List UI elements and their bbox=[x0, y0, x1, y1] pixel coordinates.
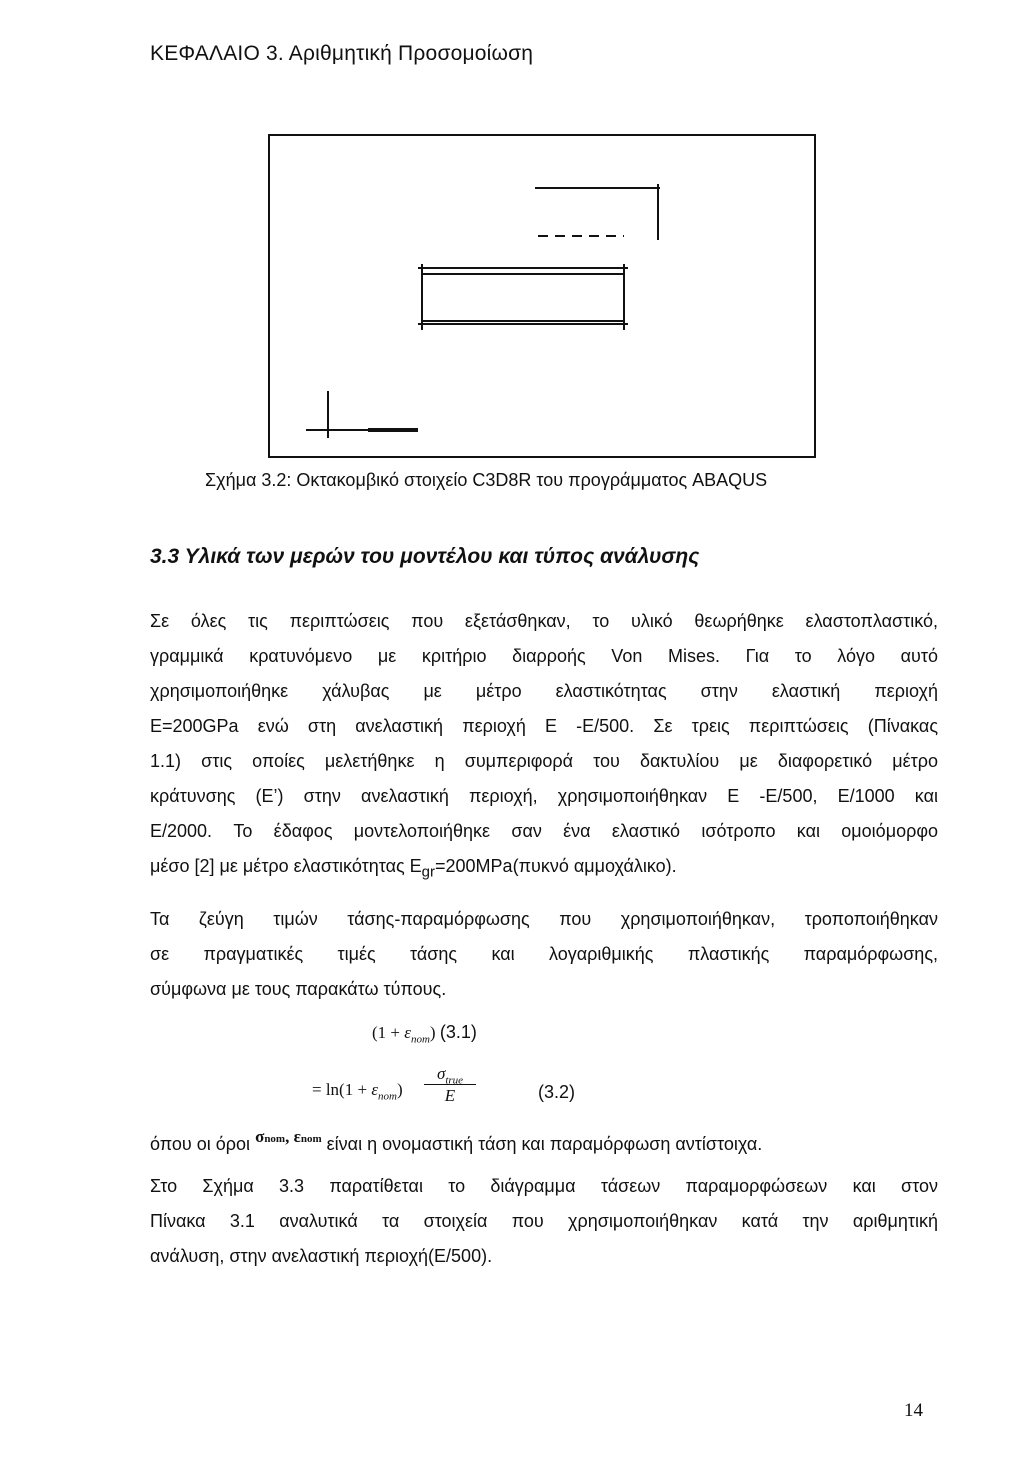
fraction-numerator bbox=[424, 1064, 476, 1085]
text-line: 1.1) στις οποίες μελετήθηκε η συμπεριφορά του δακτυλίου με διαφορετικό μέτρο bbox=[150, 751, 938, 771]
paragraph-materials bbox=[150, 604, 938, 884]
equation-number: (3.1) bbox=[439, 1022, 477, 1042]
text-line: Τα ζεύγη τιμών τάσης-παραμόρφωσης που χρησιμοποιήθηκαν, τροποποιήθηκαν bbox=[150, 909, 938, 929]
eq-text: ) bbox=[429, 1023, 436, 1042]
text-line: σε πραγματικές τιμές τάσης και λογαριθμικής πλαστικής παραμόρφωσης, bbox=[150, 944, 938, 964]
text-line: ανάλυση, στην ανελαστική περιοχή(E/500). bbox=[150, 1246, 493, 1266]
text-line: σύμφωνα με τους παρακάτω τύπους. bbox=[150, 979, 447, 999]
text-line bbox=[150, 849, 938, 884]
text-line: Σε όλες τις περιπτώσεις που εξετάσθηκαν, το υλικό θεωρήθηκε ελαστοπλαστικό, bbox=[150, 611, 938, 631]
text-fragment: μέσο [2] με μέτρο ελαστικότητας E bbox=[150, 856, 422, 876]
element-sketch bbox=[270, 136, 818, 460]
comma: , bbox=[285, 1127, 290, 1146]
eq-text: = ln(1 + bbox=[312, 1080, 372, 1099]
equation-3-1 bbox=[372, 1022, 477, 1046]
eq-fraction bbox=[424, 1064, 476, 1107]
text-line: Πίνακα 3.1 αναλυτικά τα στοιχεία που χρησιμοποιήθηκαν κατά την αριθμητική bbox=[150, 1211, 938, 1231]
eq-text: ) bbox=[396, 1080, 403, 1099]
symbol-sigma-nom bbox=[255, 1127, 322, 1146]
eq-epsilon: ε bbox=[371, 1080, 379, 1099]
sigma-glyph: σ bbox=[255, 1127, 265, 1146]
equation-3-2 bbox=[312, 1080, 403, 1103]
eq-denominator: E bbox=[444, 1086, 456, 1105]
subscript: nom bbox=[300, 1133, 322, 1145]
eq-text: (1 + bbox=[372, 1023, 405, 1042]
equation-number: (3.2) bbox=[538, 1082, 576, 1102]
text-fragment: είναι η ονομαστική τάση και παραμόρφωση αντίστοιχα. bbox=[326, 1134, 763, 1154]
eq-epsilon: ε bbox=[404, 1023, 411, 1042]
figure-3-2 bbox=[268, 134, 816, 458]
figure-caption: Σχήμα 3.2: Οκτακομβικό στοιχείο C3D8R του προγράμματος ABAQUS bbox=[205, 470, 768, 490]
text-line: E=200GPa ενώ στη ανελαστική περιοχή E -E/500. Σε τρεις περιπτώσεις (Πίνακας bbox=[150, 716, 938, 736]
epsilon-glyph: ε bbox=[293, 1127, 301, 1146]
text-line: E/2000. Το έδαφος μοντελοποιήθηκε σαν ένα ελαστικό ισότροπο και ομοιόμορφο bbox=[150, 821, 938, 841]
paragraph-stress-strain bbox=[150, 902, 938, 1007]
running-header: ΚΕΦΑΛΑΙΟ 3. Αριθμητική Προσομοίωση bbox=[150, 42, 534, 65]
text-fragment: =200MPa(πυκνό αμμοχάλικο). bbox=[435, 856, 677, 876]
text-line: χρησιμοποιήθηκε χάλυβας με μέτρο ελαστικότητας στην ελαστική περιοχή bbox=[150, 681, 938, 701]
eq-subscript: true bbox=[445, 1074, 464, 1087]
text-fragment: όπου οι όροι bbox=[150, 1134, 251, 1154]
subscript: gr bbox=[421, 863, 436, 881]
text-line: Στο Σχήμα 3.3 παρατίθεται το διάγραμμα τάσεων παραμορφώσεων και στον bbox=[150, 1176, 938, 1196]
subscript: nom bbox=[264, 1133, 286, 1145]
eq-subscript: nom bbox=[378, 1090, 397, 1103]
section-title: 3.3 Υλικά των μερών του μοντέλου και τύπος ανάλυσης bbox=[150, 545, 700, 568]
fraction-denominator bbox=[424, 1085, 476, 1107]
eq-subscript: nom bbox=[410, 1033, 430, 1046]
eq-sigma: σ bbox=[436, 1064, 446, 1083]
paragraph-terms bbox=[150, 1127, 763, 1155]
page-number: 14 bbox=[904, 1400, 923, 1421]
element-rectangle bbox=[422, 274, 624, 321]
paragraph-references bbox=[150, 1169, 938, 1274]
text-line: κράτυνσης (E’) στην ανελαστική περιοχή, χρησιμοποιήθηκαν E -E/500, E/1000 και bbox=[150, 786, 938, 806]
text-line: γραμμικά κρατυνόμενο με κριτήριο διαρροής Von Mises. Για το λόγο αυτό bbox=[150, 646, 938, 666]
